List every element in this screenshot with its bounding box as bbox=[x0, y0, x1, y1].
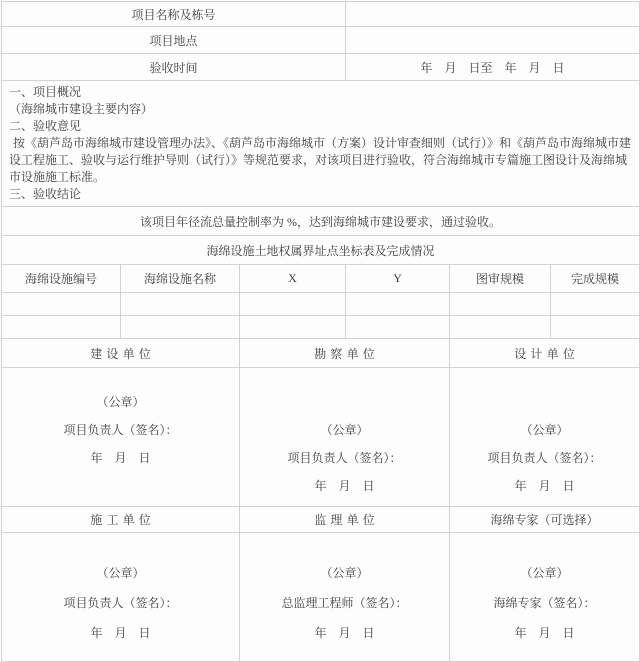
date-placeholder: 年 月 日 bbox=[314, 479, 375, 493]
seal-placeholder: （公章） bbox=[96, 395, 145, 409]
unit-header-contractor: 施工单位 bbox=[2, 507, 240, 533]
coord-cell[interactable] bbox=[240, 316, 346, 339]
coord-cell[interactable] bbox=[2, 316, 121, 339]
signature-cell-contractor[interactable] bbox=[2, 533, 240, 662]
project-name-label: 项目名称及栋号 bbox=[2, 2, 346, 27]
seal-placeholder: （公章） bbox=[520, 423, 569, 437]
signer-label: 海绵专家（签名）： bbox=[493, 596, 596, 610]
coord-empty-row-2 bbox=[2, 316, 640, 339]
acceptance-date-label: 验收时间 bbox=[2, 54, 346, 81]
coord-cell[interactable] bbox=[551, 293, 640, 316]
coord-cell[interactable] bbox=[2, 293, 121, 316]
conclusion-statement: 该项目年径流总量控制率为 %，达到海绵城市建设要求，通过验收。 bbox=[2, 207, 640, 236]
coord-table-title: 海绵设施土地权属界址点坐标表及完成情况 bbox=[2, 236, 640, 265]
date-placeholder: 年 月 日 bbox=[314, 626, 375, 640]
date-placeholder: 年 月 日 bbox=[514, 626, 575, 640]
coord-cell[interactable] bbox=[121, 293, 240, 316]
coord-header-completed-scale: 完成规模 bbox=[551, 265, 640, 293]
coord-empty-row-1 bbox=[2, 293, 640, 316]
date-placeholder: 年 月 日 bbox=[90, 626, 151, 640]
project-name-value-cell[interactable] bbox=[346, 2, 640, 27]
coord-cell[interactable] bbox=[551, 316, 640, 339]
section-heading-opinion: 二、验收意见 bbox=[9, 119, 82, 133]
acceptance-date-value[interactable]: 年 月 日至 年 月 日 bbox=[346, 54, 640, 81]
signer-label: 项目负责人（签名）： bbox=[287, 451, 402, 465]
seal-placeholder: （公章） bbox=[320, 566, 369, 580]
signer-label: 项目负责人（签名）： bbox=[63, 423, 178, 437]
seal-placeholder: （公章） bbox=[96, 566, 145, 580]
coord-cell[interactable] bbox=[346, 316, 450, 339]
unit-header-design: 设计单位 bbox=[450, 339, 640, 368]
signature-cell-design[interactable] bbox=[450, 368, 640, 507]
signature-cell-survey[interactable] bbox=[240, 368, 450, 507]
seal-placeholder: （公章） bbox=[520, 566, 569, 580]
unit-header-supervision: 监理单位 bbox=[240, 507, 450, 533]
unit-header-sponge-expert: 海绵专家（可选择） bbox=[450, 507, 640, 533]
coord-header-x: X bbox=[240, 265, 346, 293]
date-placeholder: 年 月 日 bbox=[514, 479, 575, 493]
acceptance-form-table bbox=[1, 1, 640, 662]
signer-label: 项目负责人（签名）： bbox=[487, 451, 602, 465]
signer-label: 总监理工程师（签名）： bbox=[281, 596, 408, 610]
coord-header-facility-name: 海绵设施名称 bbox=[121, 265, 240, 293]
coord-cell[interactable] bbox=[121, 316, 240, 339]
signer-label: 项目负责人（签名）： bbox=[63, 596, 178, 610]
overview-note: （海绵城市建设主要内容） bbox=[9, 102, 154, 116]
unit-header-survey: 勘察单位 bbox=[240, 339, 450, 368]
project-location-value-cell[interactable] bbox=[346, 27, 640, 54]
section-heading-conclusion: 三、验收结论 bbox=[9, 187, 82, 201]
overview-section-cell bbox=[2, 81, 640, 207]
seal-placeholder: （公章） bbox=[320, 423, 369, 437]
coord-cell[interactable] bbox=[450, 293, 551, 316]
coord-header-facility-id: 海绵设施编号 bbox=[2, 265, 121, 293]
section-heading-overview: 一、项目概况 bbox=[9, 85, 82, 99]
coord-cell[interactable] bbox=[450, 316, 551, 339]
opinion-paragraph: 按《葫芦岛市海绵城市建设管理办法》、《葫芦岛市海绵城市（方案）设计审查细则（试行）》和《葫芦岛市海绵城市建设工程施工、验收与运行维护导则（试行）》等规范要求，对该项目进行验收，符合海绵城市专篇施工图设计及海绵城市设施施工标准。 bbox=[9, 136, 632, 184]
coord-cell[interactable] bbox=[346, 293, 450, 316]
date-placeholder: 年 月 日 bbox=[90, 451, 151, 465]
project-location-label: 项目地点 bbox=[2, 27, 346, 54]
coord-header-y: Y bbox=[346, 265, 450, 293]
coord-cell[interactable] bbox=[240, 293, 346, 316]
signature-cell-sponge-expert[interactable] bbox=[450, 533, 640, 662]
unit-header-construction-owner: 建设单位 bbox=[2, 339, 240, 368]
signature-cell-owner[interactable] bbox=[2, 368, 240, 507]
signature-cell-supervision[interactable] bbox=[240, 533, 450, 662]
coord-header-reviewed-scale: 图审规模 bbox=[450, 265, 551, 293]
